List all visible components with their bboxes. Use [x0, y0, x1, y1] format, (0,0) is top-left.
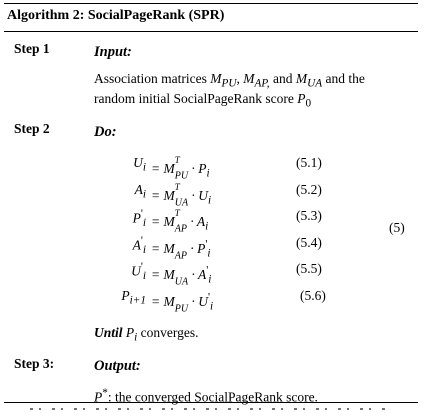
equation-number: (5.5)	[296, 261, 322, 276]
equation-row	[76, 234, 336, 262]
cropped-text-remnant	[30, 408, 390, 410]
equation-number: (5.4)	[296, 234, 322, 250]
top-rule	[4, 3, 418, 4]
equation-rhs: = M $_{PU} \cdot U'_i$	[151, 291, 214, 315]
equation-rhs: = M $_{UA} \cdot A'_i$	[151, 264, 212, 288]
step3-output-line: P*: the converged SocialPageRank score.	[94, 387, 318, 405]
equation-lhs: $P_{i+1}$	[121, 287, 146, 307]
equation-rhs: = M $^T$ $_{AP} \cdot A_i$	[151, 208, 209, 235]
step2-label: Step 2	[14, 121, 50, 136]
equation-lhs: $P'_i$	[132, 208, 146, 230]
equation-group-number: (5)	[389, 220, 405, 235]
step2-heading: Do:	[94, 124, 117, 140]
title-rule	[4, 31, 418, 32]
equation-number: (5.2)	[296, 181, 322, 197]
equation-lhs: $U_i$	[133, 155, 146, 174]
step3-label: Step 3:	[14, 356, 55, 371]
equation-number: (5.1)	[296, 155, 322, 170]
equation-row	[76, 155, 336, 182]
algorithm-title: Algorithm 2: SocialPageRank (SPR)	[7, 8, 225, 23]
equation-row	[76, 261, 336, 288]
equation-lhs: $A_i$	[134, 181, 146, 201]
until-line: Until $P_i$ converges.	[94, 325, 199, 344]
equation-rhs: = M $^T$ $_{UA} \cdot U_i$	[151, 181, 212, 209]
step1-heading: Input:	[94, 44, 132, 60]
equation-rhs: = M $_{AP} \cdot P'_i$	[151, 238, 211, 262]
equation-lhs: $A'_i$	[132, 234, 146, 256]
equation-row	[76, 287, 336, 315]
equation-row	[76, 208, 336, 235]
step1-label: Step 1	[14, 41, 50, 56]
step1-line1: Association matrices $M_{PU}$, $M_{AP,}$ and $M_{UA}$ and the	[94, 71, 365, 90]
step3-heading: Output:	[94, 358, 141, 374]
equation-lhs: $U'_i$	[131, 261, 146, 283]
equation-number: (5.6)	[300, 287, 326, 303]
step1-line2: random initial SocialPageRank score $P_0$	[94, 91, 312, 110]
equation-row	[76, 181, 336, 209]
equation-number: (5.3)	[296, 208, 322, 223]
equation-rhs: = M $^T$ $_{PU} \cdot P_i$	[151, 155, 210, 182]
